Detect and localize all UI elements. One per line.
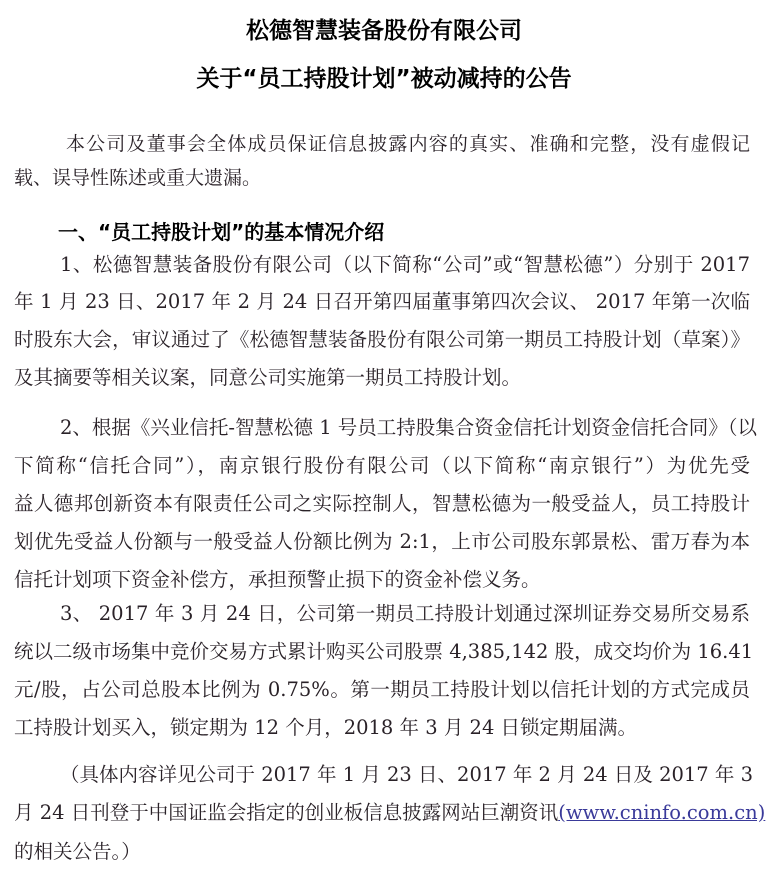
paragraph-line: 3、 2017 年 3 月 24 日，公司第一期员工持股计划通过深圳证券交易所交易系	[60, 602, 750, 625]
paragraph-line: （具体内容详见公司于 2017 年 1 月 23 日、2017 年 2 月 24 日及 2017 年 3	[60, 763, 754, 786]
paragraph-line: 益人德邦创新资本有限责任公司之实际控制人，智慧松德为一般受益人，员工持股计	[14, 492, 750, 515]
disclaimer-line: 本公司及董事会全体成员保证信息披露内容的真实、准确和完整，没有虚假记	[66, 133, 750, 155]
paragraph-line: 及其摘要等相关议案，同意公司实施第一期员工持股计划。	[14, 366, 522, 389]
announcement-title: 关于“员工持股计划”被动减持的公告	[196, 66, 572, 92]
company-name-title: 松德智慧装备股份有限公司	[246, 18, 522, 44]
paragraph-line: 划优先受益人份额与一般受益人份额比例为 2:1，上市公司股东郭景松、雷万春为本	[14, 530, 750, 553]
cninfo-link[interactable]: (www.cninfo.com.cn)	[558, 801, 766, 824]
section-heading: 一、“员工持股计划”的基本情况介绍	[58, 220, 385, 244]
paragraph-line	[14, 801, 766, 825]
paragraph-line: 年 1 月 23 日、2017 年 2 月 24 日召开第四届董事第四次会议、 2017 年第一次临	[14, 290, 750, 313]
paragraph-line: 统以二级市场集中竞价交易方式累计购买公司股票 4,385,142 股，成交均价为 16.41	[14, 640, 754, 663]
paragraph-line: 的相关公告。）	[14, 840, 141, 863]
paragraph-line: 工持股计划买入，锁定期为 12 个月，2018 年 3 月 24 日锁定期届满。	[14, 716, 638, 739]
disclaimer-line: 载、误导性陈述或重大遗漏。	[14, 167, 262, 189]
paragraph-line: 信托计划项下资金补偿方，承担预警止损下的资金补偿义务。	[14, 568, 541, 591]
paragraph-line: 元/股，占公司总股本比例为 0.75%。第一期员工持股计划以信托计划的方式完成员	[14, 678, 750, 701]
paragraph-line: 2、根据《兴业信托-智慧松德 1 号员工持股集合资金信托计划资金信托合同》（以	[60, 416, 758, 439]
paragraph-line: 时股东大会，审议通过了《松德智慧装备股份有限公司第一期员工持股计划（草案）》	[14, 328, 750, 351]
paragraph-line-text: 月 24 日刊登于中国证监会指定的创业板信息披露网站巨潮资讯	[14, 801, 559, 824]
paragraph-line: 1、松德智慧装备股份有限公司（以下简称“公司”或“智慧松德”）分别于 2017	[60, 253, 750, 276]
paragraph-line: 下简称“信托合同”），南京银行股份有限公司（以下简称“南京银行”）为优先受	[14, 454, 750, 477]
